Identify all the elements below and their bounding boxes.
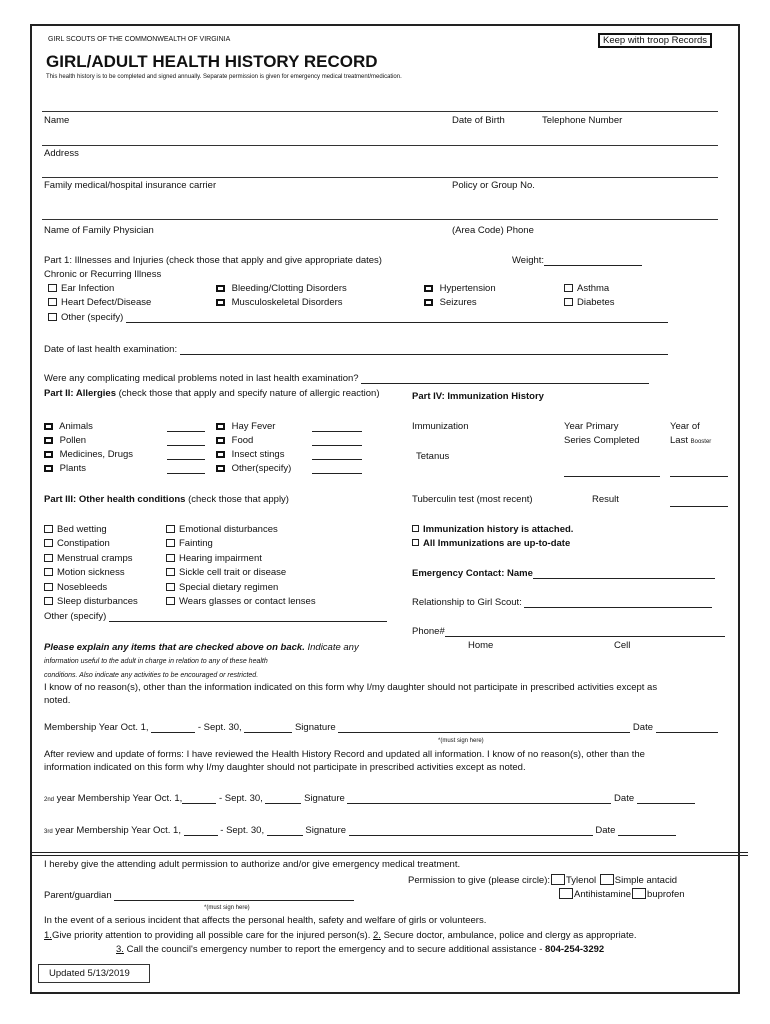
cb-food[interactable]: Food <box>216 435 253 446</box>
medicines-field[interactable] <box>167 449 205 460</box>
last-exam-field[interactable] <box>180 344 668 355</box>
cb-other-allergy[interactable]: Other(specify) <box>216 463 291 474</box>
tetanus-booster-field[interactable] <box>670 466 728 477</box>
cb-motion-sickness[interactable]: Motion sickness <box>44 567 125 578</box>
hay-fever-field[interactable] <box>312 421 362 432</box>
insect-field[interactable] <box>312 449 362 460</box>
after-review-text: After review and update of forms: I have reviewed the Health History Record and updated all information. I know of no reason(s), other than the information indicated on this form why I/my daughter should not participate in prescribed activities except as noted. <box>44 749 645 773</box>
tb-result-field[interactable] <box>670 496 728 507</box>
cb-other-illness[interactable]: Other (specify) <box>48 312 668 323</box>
rule <box>42 111 718 112</box>
cb-plants[interactable]: Plants <box>44 463 86 474</box>
m1-year-start[interactable] <box>151 722 195 733</box>
step-1-2: 1.Give priority attention to providing all possible care for the injured person(s). 2. Secure doctor, ambulance, police and clergy as appropriate. <box>44 930 637 941</box>
must-sign-note: *(must sign here) <box>438 738 484 744</box>
m3-year-start[interactable] <box>184 825 218 836</box>
weight-field[interactable] <box>544 255 642 266</box>
part4-heading: Part IV: Immunization History <box>412 391 544 402</box>
cb-emotional[interactable]: Emotional disturbances <box>166 524 278 535</box>
phone-num-label: Phone# <box>412 626 445 637</box>
cb-ear-infection[interactable]: Ear Infection <box>48 283 114 294</box>
med-options: Permission to give (please circle): Tylenol Simple antacid <box>408 875 678 886</box>
pollen-field[interactable] <box>167 435 205 446</box>
m1-year-end[interactable] <box>244 722 292 733</box>
cb-seizures[interactable]: Seizures <box>424 297 477 308</box>
cb-constipation[interactable]: Constipation <box>44 538 110 549</box>
m3-signature-field[interactable] <box>349 825 593 836</box>
phone-label: Telephone Number <box>542 115 623 126</box>
relationship-field[interactable] <box>524 597 712 608</box>
emergency-label: Emergency Contact: Name <box>412 568 533 579</box>
immunization-label: Immunization <box>412 421 469 432</box>
membership-row-1: Membership Year Oct. 1, - Sept. 30, Signature Date <box>44 722 718 733</box>
form-title: GIRL/ADULT HEALTH HISTORY RECORD <box>46 52 378 71</box>
cb-asthma[interactable]: Asthma <box>564 283 609 294</box>
med-options-2: Antihistamine buprofen <box>558 888 685 900</box>
cb-heart-defect[interactable]: Heart Defect/Disease <box>48 297 151 308</box>
permission-text: I hereby give the attending adult permission to authorize and/or give emergency medical treatment. <box>44 859 461 870</box>
m3-date-field[interactable] <box>618 825 676 836</box>
explain-text: Please explain any items that are checked above on back. Indicate any information useful to the adult in charge in relation to any of these health conditions. Also indicate any activities to be encouraged or restricted. <box>44 642 359 679</box>
other-illness-field[interactable] <box>126 312 668 323</box>
cb-medicines[interactable]: Medicines, Drugs <box>44 449 133 460</box>
cb-menstrual[interactable]: Menstrual cramps <box>44 553 133 564</box>
antacid-option[interactable] <box>600 874 614 885</box>
ibuprofen-option[interactable] <box>632 888 646 899</box>
parent-label: Parent/guardian <box>44 890 115 901</box>
area-phone-label: (Area Code) Phone <box>452 225 534 236</box>
emergency-phone-field[interactable] <box>445 626 725 637</box>
booster-label: Booster <box>690 439 712 445</box>
other-allergy-field[interactable] <box>312 463 362 474</box>
membership-row-2: 2nd year Membership Year Oct. 1, - Sept. 30, Signature Date <box>44 793 695 804</box>
cb-bed-wetting[interactable]: Bed wetting <box>44 524 107 535</box>
cb-animals[interactable]: Animals <box>44 421 93 432</box>
keep-label: Keep with troop Records <box>598 33 712 48</box>
parent-must-sign: *(must sign here) <box>204 905 250 911</box>
step-3: 3. Call the council's emergency number to report the emergency and to secure additional assistance - 804-254-3292 <box>116 944 605 955</box>
complications-label: Were any complicating medical problems noted in last health examination? <box>44 373 359 384</box>
plants-field[interactable] <box>167 463 205 474</box>
cb-hypertension[interactable]: Hypertension <box>424 283 496 294</box>
part2-heading: Part II: Allergies (check those that apply and specify nature of allergic reaction) <box>44 388 380 399</box>
food-field[interactable] <box>312 435 362 446</box>
cb-up-to-date[interactable]: All Immunizations are up-to-date <box>412 538 570 549</box>
result-label: Result <box>592 494 619 505</box>
m3-year-end[interactable] <box>267 825 303 836</box>
parent-signature-field[interactable] <box>114 890 354 901</box>
name-label: Name <box>44 115 70 126</box>
emergency-name-field[interactable] <box>533 568 715 579</box>
insurance-label: Family medical/hospital insurance carrier <box>44 180 217 191</box>
cb-glasses[interactable]: Wears glasses or contact lenses <box>166 596 316 607</box>
m2-year-start[interactable] <box>182 793 216 804</box>
policy-label: Policy or Group No. <box>452 180 535 191</box>
tetanus-primary-field[interactable] <box>564 466 660 477</box>
m1-signature-field[interactable] <box>338 722 630 733</box>
cb-hay-fever[interactable]: Hay Fever <box>216 421 275 432</box>
incident-text: In the event of a serious incident that affects the personal health, safety and welfare of girls or volunteers. <box>44 915 487 926</box>
form-subtitle: This health history is to be completed and signed annually. Separate permission is given for emergency medical treatment/medication. <box>46 74 402 80</box>
cb-hearing[interactable]: Hearing impairment <box>166 553 262 564</box>
part1-heading: Part 1: Illnesses and Injuries (check those that apply and give appropriate dates) <box>44 255 382 266</box>
other-condition-label: Other (specify) <box>44 611 107 622</box>
rule <box>42 219 718 220</box>
cell-label: Cell <box>614 640 631 651</box>
antihistamine-option[interactable] <box>559 888 573 899</box>
m2-signature-field[interactable] <box>347 793 611 804</box>
other-condition-field[interactable] <box>109 611 387 622</box>
cb-diabetes[interactable]: Diabetes <box>564 297 615 308</box>
year-primary-label: Year Primary <box>564 421 619 432</box>
rule <box>42 145 718 146</box>
address-label: Address <box>44 148 79 159</box>
last-exam-label: Date of last health examination: <box>44 344 178 355</box>
physician-label: Name of Family Physician <box>44 225 154 236</box>
cb-sleep[interactable]: Sleep disturbances <box>44 596 138 607</box>
chronic-label: Chronic or Recurring Illness <box>44 269 162 280</box>
cb-sickle-cell[interactable]: Sickle cell trait or disease <box>166 567 286 578</box>
form-page <box>30 24 740 994</box>
cb-pollen[interactable]: Pollen <box>44 435 86 446</box>
cb-dietary[interactable]: Special dietary regimen <box>166 582 278 593</box>
tb-label: Tuberculin test (most recent) <box>412 494 533 505</box>
tetanus-label: Tetanus <box>416 451 450 462</box>
animals-field[interactable] <box>167 421 205 432</box>
cb-nosebleeds[interactable]: Nosebleeds <box>44 582 107 593</box>
m2-date-field[interactable] <box>637 793 695 804</box>
cb-insect-stings[interactable]: Insect stings <box>216 449 284 460</box>
home-label: Home <box>468 640 494 651</box>
double-rule-top <box>32 852 748 853</box>
statement: I know of no reason(s), other than the information indicated on this form why I/my daughter should not participate in prescribed activities except as noted. <box>44 682 658 706</box>
m2-year-end[interactable] <box>265 793 301 804</box>
series-label: Series Completed <box>564 435 640 446</box>
year-of-label: Year of <box>670 421 700 432</box>
cb-bleeding[interactable]: Bleeding/Clotting Disorders <box>216 283 347 294</box>
membership-row-3: 3rd year Membership Year Oct. 1, - Sept. 30, Signature Date <box>44 825 676 836</box>
double-rule-bottom <box>32 855 748 856</box>
complications-field[interactable] <box>361 373 649 384</box>
part3-heading: Part III: Other health conditions (check those that apply) <box>44 494 289 505</box>
m1-date-field[interactable] <box>656 722 718 733</box>
tylenol-option[interactable] <box>551 874 565 885</box>
weight-label: Weight: <box>512 255 545 266</box>
rule <box>42 177 718 178</box>
dob-label: Date of Birth <box>452 115 505 126</box>
last-label: Last <box>670 435 688 446</box>
cb-history-attached[interactable]: Immunization history is attached. <box>412 524 573 535</box>
cb-fainting[interactable]: Fainting <box>166 538 213 549</box>
cb-musculoskeletal[interactable]: Musculoskeletal Disorders <box>216 297 343 308</box>
relationship-label: Relationship to Girl Scout: <box>412 597 522 608</box>
updated-box: Updated 5/13/2019 <box>38 964 150 983</box>
org-name: GIRL SCOUTS OF THE COMMONWEALTH OF VIRGINIA <box>48 36 231 43</box>
